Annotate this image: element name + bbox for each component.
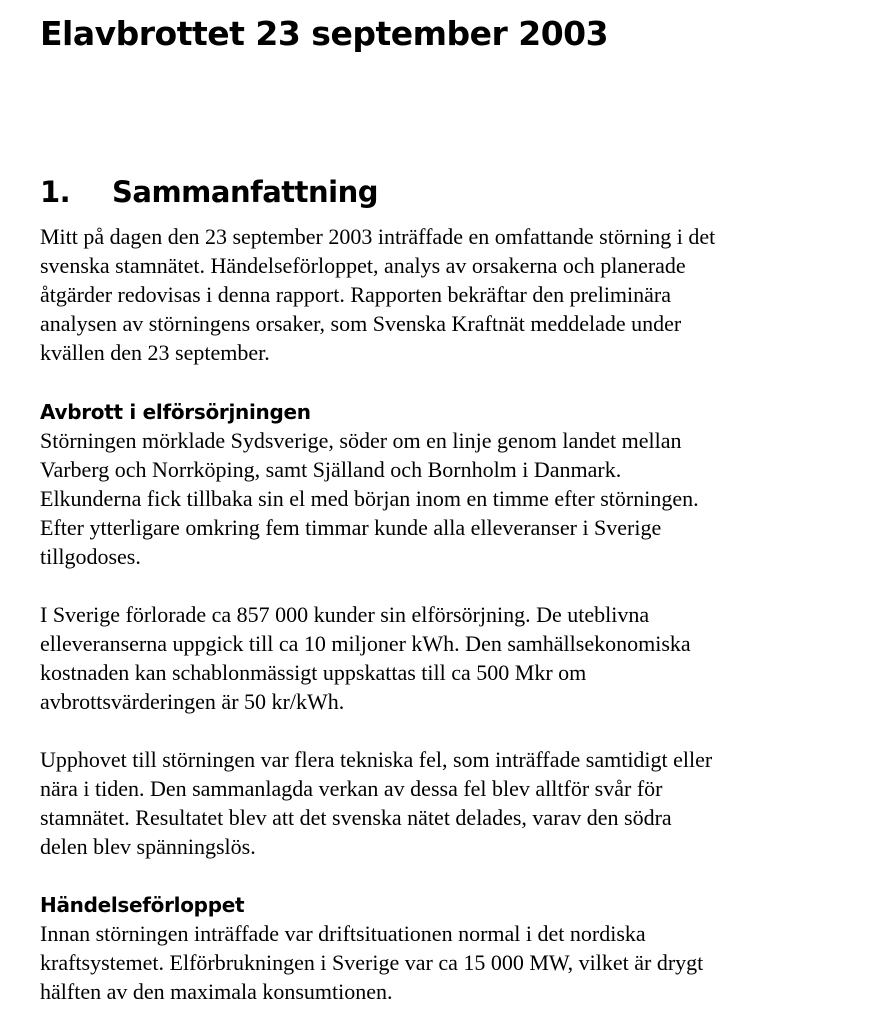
text-line: Störningen mörklade Sydsverige, söder om en linje genom landet mellan — [40, 428, 682, 453]
subheading-handelse: Händelseförloppet — [40, 893, 245, 917]
text-line: avbrottsvärderingen är 50 kr/kWh. — [40, 689, 345, 714]
text-line: kostnaden kan schablonmässigt uppskattas till ca 500 Mkr om — [40, 660, 587, 685]
summary-paragraph — [40, 222, 870, 367]
text-line: kvällen den 23 september. — [40, 340, 270, 365]
text-line: tillgodoses. — [40, 544, 141, 569]
text-line: Innan störningen inträffade var driftsituationen normal i det nordiska — [40, 921, 646, 946]
section-title: Sammanfattning — [112, 175, 379, 209]
section-number: 1. — [40, 175, 71, 209]
text-line: nära i tiden. Den sammanlagda verkan av dessa fel blev alltför svår för — [40, 776, 663, 801]
text-line: elleveranserna uppgick till ca 10 miljoner kWh. Den samhällsekonomiska — [40, 631, 691, 656]
text-line: delen blev spänningslös. — [40, 834, 256, 859]
text-line: analysen av störningens orsaker, som Svenska Kraftnät meddelade under — [40, 311, 682, 336]
document-title: Elavbrottet 23 september 2003 — [40, 14, 609, 53]
text-line: I Sverige förlorade ca 857 000 kunder sin elförsörjning. De uteblivna — [40, 602, 650, 627]
handelse-paragraph-1 — [40, 919, 870, 1006]
text-line: Upphovet till störningen var flera tekniska fel, som inträffade samtidigt eller — [40, 747, 713, 772]
section-heading — [40, 175, 378, 210]
avbrott-paragraph-2 — [40, 600, 870, 716]
text-line: Varberg och Norrköping, samt Själland och Bornholm i Danmark. — [40, 457, 622, 482]
avbrott-paragraph-3 — [40, 745, 870, 861]
text-line: Efter ytterligare omkring fem timmar kunde alla elleveranser i Sverige — [40, 515, 662, 540]
text-line: stamnätet. Resultatet blev att det svenska nätet delades, varav den södra — [40, 805, 672, 830]
subheading-avbrott: Avbrott i elförsörjningen — [40, 400, 311, 424]
text-line: hälften av den maximala konsumtionen. — [40, 979, 393, 1004]
text-line: Mitt på dagen den 23 september 2003 inträffade en omfattande störning i det — [40, 224, 716, 249]
text-line: Elkunderna fick tillbaka sin el med början inom en timme efter störningen. — [40, 486, 699, 511]
text-line: svenska stamnätet. Händelseförloppet, analys av orsakerna och planerade — [40, 253, 686, 278]
text-line: åtgärder redovisas i denna rapport. Rapporten bekräftar den preliminära — [40, 282, 672, 307]
avbrott-paragraph-1 — [40, 426, 870, 571]
text-line: kraftsystemet. Elförbrukningen i Sverige var ca 15 000 MW, vilket är drygt — [40, 950, 704, 975]
